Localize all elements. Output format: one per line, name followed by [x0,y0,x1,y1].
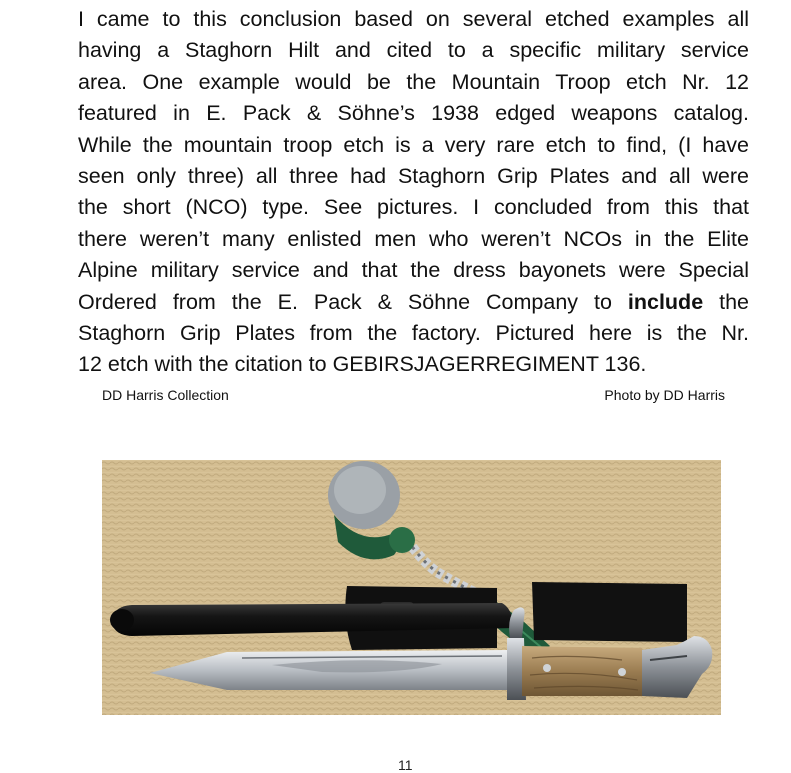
paragraph-line-7: the short (NCO) type. See pictures. I concluded from this that [78,195,749,220]
paragraph-line-12: 12 etch with the citation to GEBIRSJAGERREGIMENT 136. [78,352,647,377]
line10-text-before: Ordered from the E. Pack & Söhne Company to [78,289,628,314]
paragraph-line-11: Staghorn Grip Plates from the factory. Pictured here is the Nr. [78,320,749,345]
paragraph-line-6: seen only three) all three had Staghorn Grip Plates and all were [78,163,749,188]
bayonet-illustration [102,460,721,715]
paragraph-line-3: area. One example would be the Mountain Troop etch Nr. 12 [78,69,749,94]
paragraph-line-1: I came to this conclusion based on several etched examples all [78,7,749,31]
include-bold-word: include [627,289,704,314]
paragraph-line-9: Alpine military service and that the dress bayonets were Special [78,258,749,283]
paragraph-line-4: featured in E. Pack & Söhne’s 1938 edged weapons catalog. [78,101,749,126]
photo-credit-collection: DD Harris Collection [102,387,229,403]
paragraph-line-2: having a Staghorn Hilt and cited to a specific military service [78,38,749,63]
frog-belt-loop [532,582,687,642]
line10-text-after: the [703,289,749,314]
page-number: 11 [398,757,413,773]
paragraph-line-8: there weren’t many enlisted men who weren’t NCOs in the Elite [78,226,749,251]
paragraph-line-5: While the mountain troop etch is a very rare etch to find, (I have [78,132,749,157]
body-paragraph [78,4,749,381]
photo-credit-photographer: Photo by DD Harris [604,387,725,403]
bayonet-photo [102,460,721,715]
paragraph-line-10 [78,287,749,318]
